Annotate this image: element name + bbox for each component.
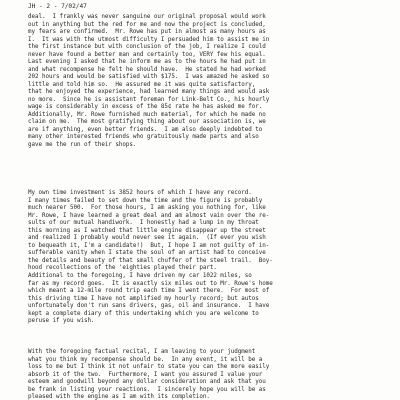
- paragraph-own-time: [28, 190, 388, 273]
- text-line: to bequeath it, I'm a candidate!) But, I hope I am not guilty of in-: [28, 242, 270, 249]
- page-header: JH - 2 - 7/02/47: [28, 3, 87, 10]
- text-line: gave me the run of their shops.: [28, 141, 137, 148]
- text-line: peruse if you wish.: [28, 318, 95, 324]
- text-line: no more. Since he is assistant foreman for Link-Belt Co., his hourly: [28, 96, 270, 103]
- text-line: sults of our mutual handiwork. I honestly had a lump in my throat: [28, 220, 259, 226]
- text-line: 202 hours and would be satisfied with $175. I was amazed he asked so: [28, 74, 270, 80]
- text-line: out in anything but the red for me and now the project is concluded,: [28, 21, 266, 28]
- text-line: and what recompense he felt he should have. He stated he had worked: [28, 66, 266, 73]
- text-line: kept a complete diary of this undertaking which you are welcome to: [28, 310, 259, 317]
- paragraph-hours-and-help: [28, 14, 388, 149]
- text-line: that he enjoyed the experience, had learned many things and would ask: [28, 89, 270, 95]
- text-line: wage is considerably in excess of the 85¢ rate he has asked me for.: [28, 104, 263, 110]
- text-line: the details and beauty of that small chuffer of the steel trail. Boy-: [28, 257, 273, 264]
- text-line: this morning as I watched that little engine disappear up the street: [28, 227, 266, 234]
- text-line: and realized I probably would never see it again. (If ever you wish: [28, 235, 266, 241]
- text-line: claim on me. The most gratifying thing about our association is, we: [28, 119, 266, 125]
- text-line: this driving time I have not amplified my hourly record; but autos: [28, 295, 259, 302]
- text-line: many other interested friends who gratuitously made parts and also: [28, 134, 259, 140]
- text-line: esteem and goodwill beyond any dollar consideration and ask that you: [28, 379, 266, 385]
- text-line: be frank in listing your reactions. I sincerely hope you will be as: [28, 386, 266, 393]
- text-line: hood recollections of the 'eighties played their part.: [28, 265, 217, 271]
- text-line: My own time investment is 3852 hours of which I have any record.: [28, 190, 252, 196]
- text-line: Mr. Rowe, I have learned a great deal and am almost vain over the re-: [28, 212, 270, 219]
- text-line: Additionally, Mr. Rowe furnished much material, for which he made no: [28, 111, 266, 118]
- text-line: absorb it of the two. Furthermore, I want you assured I value your: [28, 371, 263, 378]
- text-line: I. It was with the utmost difficulty I persuaded him to assist me in: [28, 36, 270, 43]
- paragraph-mileage: [28, 273, 388, 326]
- text-line: pleased with the engine as I am with its completion.: [28, 394, 210, 400]
- text-line: which meant a 12-mile round trip each time I went there. For most of: [28, 288, 270, 294]
- text-line: I many times failed to set down the time and the figure is probably: [28, 197, 263, 204]
- text-line: sufferable vanity when I state the soul of an artist had to conceive: [28, 250, 266, 256]
- text-line: unfortunately don't run sans drivers, gas, oil and insurance. I have: [28, 303, 270, 309]
- text-line: Last evening I asked that he inform me as to the hours he had put in: [28, 59, 266, 65]
- text-line: much nearer 500. For those hours, I am asking you nothing for, like: [28, 205, 266, 211]
- text-line: the first instance but with conclusion of the job, I realize I could: [28, 44, 266, 50]
- text-line: Additional to the foregoing, I have driven my car 1022 miles, so: [28, 273, 252, 279]
- text-line: deal. I frankly was never sanguine our original proposal would work: [28, 14, 266, 20]
- text-line: With the foregoing factual recital, I am leaving to your judgment: [28, 349, 256, 355]
- text-line: little and told him so. He assured me it was quite satisfactory,: [28, 81, 256, 88]
- text-line: far as my record goes. It is exactly six miles out to Mr. Rowe's home: [28, 280, 273, 287]
- text-line: never have found a better man and certainly too, VERY few his equal.: [28, 51, 266, 58]
- text-line: my fears are confirmed. Mr. Rowe has put in almost as many hours as: [28, 29, 266, 35]
- text-line: loss to me but I think it not unfair to state you can the more easily: [28, 364, 270, 370]
- text-line: what you think my recompense should be. In any event, it will be a: [28, 356, 263, 363]
- paragraph-recompense: [28, 349, 388, 400]
- text-line: are if anything, even better friends. I am also deeply indebted to: [28, 126, 263, 133]
